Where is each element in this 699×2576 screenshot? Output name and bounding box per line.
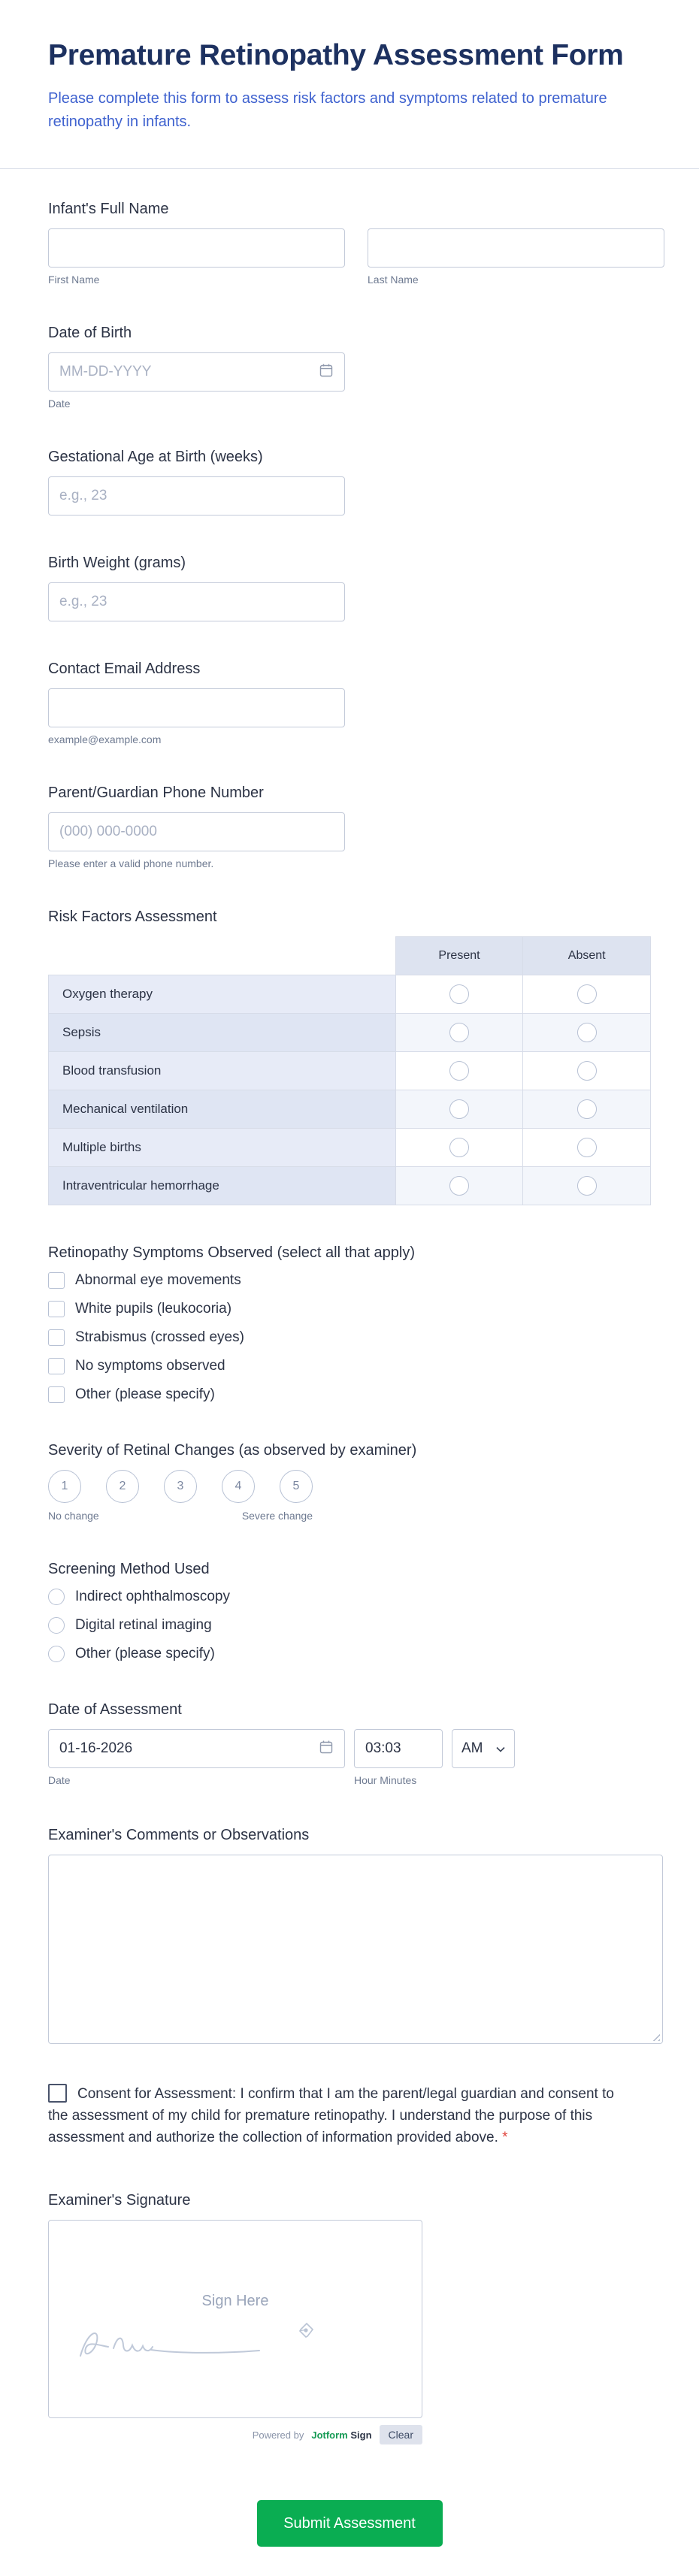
field-label-assessment-date: Date of Assessment (48, 1701, 182, 1718)
row-label: Intraventricular hemorrhage (49, 1167, 396, 1205)
radio-sepsis-present[interactable] (449, 1023, 469, 1042)
field-label-infant-name: Infant's Full Name (48, 201, 169, 217)
option-label: Indirect ophthalmoscopy (75, 1589, 230, 1604)
radio-intraventricular-hemorrhage-absent[interactable] (577, 1176, 597, 1196)
assessment-date-inputbox (48, 1729, 345, 1768)
assessment-time-inputbox (354, 1729, 443, 1768)
row-label: Sepsis (49, 1014, 396, 1052)
sign-here-placeholder: Sign Here (201, 2293, 269, 2309)
matrix-column-absent: Absent (523, 937, 651, 975)
email-inputbox (48, 688, 345, 727)
field-risk-factors (48, 909, 651, 1205)
clear-signature-button[interactable]: Clear (380, 2425, 422, 2444)
option-label: Strabismus (crossed eyes) (75, 1329, 244, 1345)
option-label: Digital retinal imaging (75, 1617, 212, 1633)
phone-input[interactable] (59, 824, 334, 840)
powered-by-label: Powered by (252, 2429, 304, 2441)
radio-intraventricular-hemorrhage-present[interactable] (449, 1176, 469, 1196)
first-name-inputbox (48, 228, 345, 268)
calendar-icon[interactable] (319, 363, 334, 382)
radio-multiple-births-absent[interactable] (577, 1138, 597, 1157)
jotform-brand-label: Jotform (311, 2429, 348, 2441)
risk-factors-table (48, 936, 651, 1205)
field-label-screening: Screening Method Used (48, 1561, 210, 1577)
table-row-blood-transfusion (49, 1052, 651, 1090)
field-phone (48, 785, 651, 869)
phone-sublabel: Please enter a valid phone number. (48, 857, 214, 869)
assessment-time-sublabel: Hour Minutes (354, 1774, 417, 1786)
symptom-option-no-symptoms (48, 1358, 651, 1374)
checkbox-other-symptom[interactable] (48, 1386, 65, 1403)
dob-sublabel: Date (48, 398, 71, 410)
radio-indirect-ophthalmoscopy[interactable] (48, 1589, 65, 1605)
scale-min-label: No change (48, 1510, 99, 1522)
phone-inputbox (48, 812, 345, 851)
screening-option-digital (48, 1617, 651, 1634)
radio-mechanical-ventilation-absent[interactable] (577, 1099, 597, 1119)
table-row-intraventricular-hemorrhage (49, 1167, 651, 1205)
field-label-symptoms: Retinopathy Symptoms Observed (select all that apply) (48, 1244, 415, 1261)
scale-option-4[interactable]: 4 (222, 1470, 255, 1503)
table-row-multiple-births (49, 1129, 651, 1167)
field-label-gestational-age: Gestational Age at Birth (weeks) (48, 449, 263, 465)
scale-option-3[interactable]: 3 (164, 1470, 197, 1503)
table-row-sepsis (49, 1014, 651, 1052)
option-label: Other (please specify) (75, 1386, 215, 1402)
radio-blood-transfusion-absent[interactable] (577, 1061, 597, 1081)
checkbox-no-symptoms[interactable] (48, 1358, 65, 1374)
last-name-group (368, 228, 664, 286)
assessment-time-input[interactable] (365, 1740, 431, 1757)
radio-mechanical-ventilation-present[interactable] (449, 1099, 469, 1119)
option-label: Other (please specify) (75, 1646, 215, 1661)
radio-sepsis-absent[interactable] (577, 1023, 597, 1042)
scale-option-5[interactable]: 5 (280, 1470, 313, 1503)
first-name-input[interactable] (59, 240, 334, 256)
signature-footer (48, 2425, 422, 2444)
consent-checkbox[interactable] (48, 2084, 67, 2103)
assessment-date-sublabel: Date (48, 1774, 71, 1786)
field-comments (48, 1827, 651, 2044)
gestational-age-inputbox (48, 476, 345, 516)
checkbox-white-pupils[interactable] (48, 1301, 65, 1317)
radio-oxygen-therapy-present[interactable] (449, 984, 469, 1004)
calendar-icon[interactable] (319, 1740, 334, 1758)
chevron-down-icon (496, 1740, 505, 1757)
required-asterisk: * (502, 2130, 508, 2145)
matrix-column-present: Present (395, 937, 523, 975)
birth-weight-inputbox (48, 582, 345, 621)
field-label-dob: Date of Birth (48, 325, 132, 341)
form-subtitle: Please complete this form to assess risk factors and symptoms related to premature retinopathy in infants. (48, 90, 607, 130)
email-input[interactable] (59, 700, 334, 716)
option-label: Abnormal eye movements (75, 1272, 241, 1288)
scale-option-1[interactable]: 1 (48, 1470, 81, 1503)
birth-weight-input[interactable] (59, 594, 334, 610)
field-label-comments: Examiner's Comments or Observations (48, 1827, 310, 1843)
gestational-age-input[interactable] (59, 488, 334, 504)
radio-oxygen-therapy-absent[interactable] (577, 984, 597, 1004)
last-name-inputbox (368, 228, 664, 268)
field-label-risk-factors: Risk Factors Assessment (48, 909, 217, 925)
field-date-of-birth (48, 325, 651, 410)
field-symptoms (48, 1244, 651, 1403)
comments-textarea[interactable] (48, 1855, 663, 2044)
field-assessment-date (48, 1701, 651, 1788)
first-name-group (48, 228, 345, 286)
checkbox-abnormal-eye-movements[interactable] (48, 1272, 65, 1289)
pen-nib-icon (297, 2321, 315, 2343)
field-label-phone: Parent/Guardian Phone Number (48, 785, 264, 801)
row-label: Oxygen therapy (49, 975, 396, 1014)
symptom-option-abnormal-eye-movements (48, 1272, 651, 1289)
scale-option-2[interactable]: 2 (106, 1470, 139, 1503)
scale-max-label: Severe change (241, 1510, 313, 1522)
row-label: Mechanical ventilation (49, 1090, 396, 1129)
symptom-option-other (48, 1386, 651, 1403)
submit-area (48, 2500, 651, 2547)
table-row-oxygen-therapy (49, 975, 651, 1014)
field-birth-weight (48, 555, 651, 621)
field-screening-method (48, 1561, 651, 1662)
radio-multiple-births-present[interactable] (449, 1138, 469, 1157)
symptom-option-strabismus (48, 1329, 651, 1346)
severity-scale (48, 1470, 651, 1503)
symptom-option-white-pupils (48, 1301, 651, 1317)
field-label-birth-weight: Birth Weight (grams) (48, 555, 186, 571)
option-label: White pupils (leukocoria) (75, 1301, 232, 1317)
submit-button[interactable]: Submit Assessment (257, 2500, 443, 2547)
matrix-corner-cell (49, 937, 396, 975)
signature-squiggle-icon (76, 2317, 264, 2373)
sign-brand-label: Sign (350, 2429, 372, 2441)
field-label-email: Contact Email Address (48, 661, 201, 677)
screening-option-other (48, 1646, 651, 1662)
row-label: Blood transfusion (49, 1052, 396, 1090)
jotform-sign-brand (311, 2429, 371, 2441)
field-label-signature: Examiner's Signature (48, 2192, 191, 2209)
radio-blood-transfusion-present[interactable] (449, 1061, 469, 1081)
field-consent (48, 2083, 625, 2148)
row-label: Multiple births (49, 1129, 396, 1167)
last-name-input[interactable] (379, 240, 653, 256)
table-row-mechanical-ventilation (49, 1090, 651, 1129)
field-severity-scale (48, 1442, 651, 1522)
radio-digital-retinal-imaging[interactable] (48, 1617, 65, 1634)
dob-inputbox (48, 352, 345, 392)
screening-option-indirect (48, 1589, 651, 1605)
last-name-sublabel: Last Name (368, 274, 419, 286)
field-gestational-age (48, 449, 651, 516)
field-infant-name (48, 201, 651, 286)
field-email (48, 661, 651, 745)
consent-text: Consent for Assessment: I confirm that I am the parent/legal guardian and consent to the assessment of my child for premature retinopathy. I understand the purpose of this assessment and authorize the collection of information provided above. (48, 2086, 614, 2145)
email-sublabel: example@example.com (48, 733, 162, 745)
assessment-date-input[interactable] (59, 1740, 319, 1757)
checkbox-strabismus[interactable] (48, 1329, 65, 1346)
ampm-select[interactable] (452, 1729, 515, 1768)
radio-other-method[interactable] (48, 1646, 65, 1662)
signature-pad[interactable] (48, 2220, 422, 2418)
scale-endpoint-labels (48, 1510, 313, 1522)
page-title: Premature Retinopathy Assessment Form (48, 39, 624, 71)
dob-input[interactable] (59, 364, 319, 380)
option-label: No symptoms observed (75, 1358, 225, 1374)
header-divider (0, 168, 699, 169)
field-label-severity: Severity of Retinal Changes (as observed by examiner) (48, 1442, 417, 1459)
first-name-sublabel: First Name (48, 274, 100, 286)
field-signature (48, 2192, 651, 2444)
ampm-value: AM (461, 1740, 483, 1756)
